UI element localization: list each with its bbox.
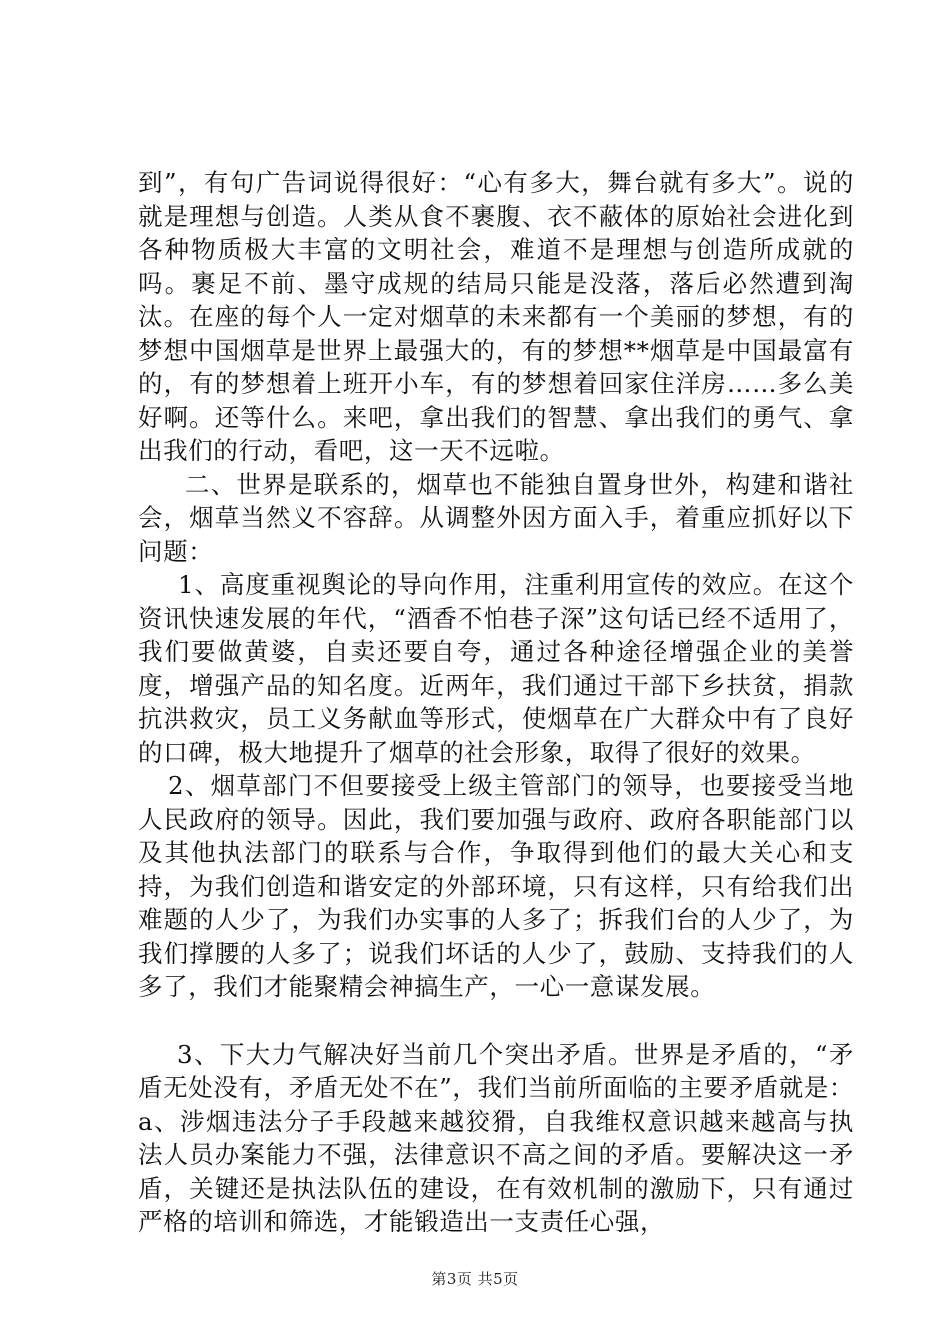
paragraph-item-2-government: 2、烟草部门不但要接受上级主管部门的领导，也要接受当地人民政府的领导。因此，我们要加强与政府、政府各职能部门以及其他执法部门的联系与合作，争取得到他们的最大关心和支持，为我们创造和谐安定的外部环境，只有这样，只有给我们出难题的人少了，为我们办实事的人多了；拆我们台的人少了，为我们撑腰的人多了；说我们坏话的人少了，鼓励、支持我们的人多了，我们才能聚精会神搞生产，一心一意谋发展。: [138, 771, 854, 1001]
paragraph-item-1-publicity: 1、高度重视舆论的导向作用，注重利用宣传的效应。在这个资讯快速发展的年代，“酒香不怕巷子深”这句话已经不适用了，我们要做黄婆，自卖还要自夸，通过各种途径增强企业的美誉度，增强产品的知名度。近两年，我们通过干部下乡扶贫，捐款抗洪救灾，员工义务献血等形式，使烟草在广大群众中有了良好的口碑，极大地提升了烟草的社会形象，取得了很好的效果。: [138, 570, 854, 767]
paragraph-section-two-heading: 二、世界是联系的，烟草也不能独自置身世外，构建和谐社会，烟草当然义不容辞。从调整外因方面入手，着重应抓好以下问题：: [138, 469, 854, 566]
document-body: [138, 166, 854, 1239]
page-footer: 第3页 共5页: [431, 1270, 519, 1288]
paragraph-ideal-and-creation: 到”，有句广告词说得很好：“心有多大，舞台就有多大”。说的就是理想与创造。人类从食不裹腹、衣不蔽体的原始社会进化到各种物质极大丰富的文明社会，难道不是理想与创造所成就的吗。裹足不前、墨守成规的结局只能是没落，落后必然遭到淘汰。在座的每个人一定对烟草的未来都有一个美丽的梦想，有的梦想中国烟草是世界上最强大的，有的梦想**烟草是中国最富有的，有的梦想着上班开小车，有的梦想着回家住洋房……多么美好啊。还等什么。来吧，拿出我们的智慧、拿出我们的勇气、拿出我们的行动，看吧，这一天不远啦。: [138, 168, 854, 465]
paragraph-item-3-contradictions: 3、下大力气解决好当前几个突出矛盾。世界是矛盾的，“矛盾无处没有，矛盾无处不在”，我们当前所面临的主要矛盾就是：a、涉烟违法分子手段越来越狡猾，自我维权意识越来越高与执法人员办案能力不强，法律意识不高之间的矛盾。要解决这一矛盾，关键还是执法队伍的建设，在有效机制的激励下，只有通过严格的培训和筛选，才能锻造出一支责任心强，: [138, 1039, 854, 1236]
